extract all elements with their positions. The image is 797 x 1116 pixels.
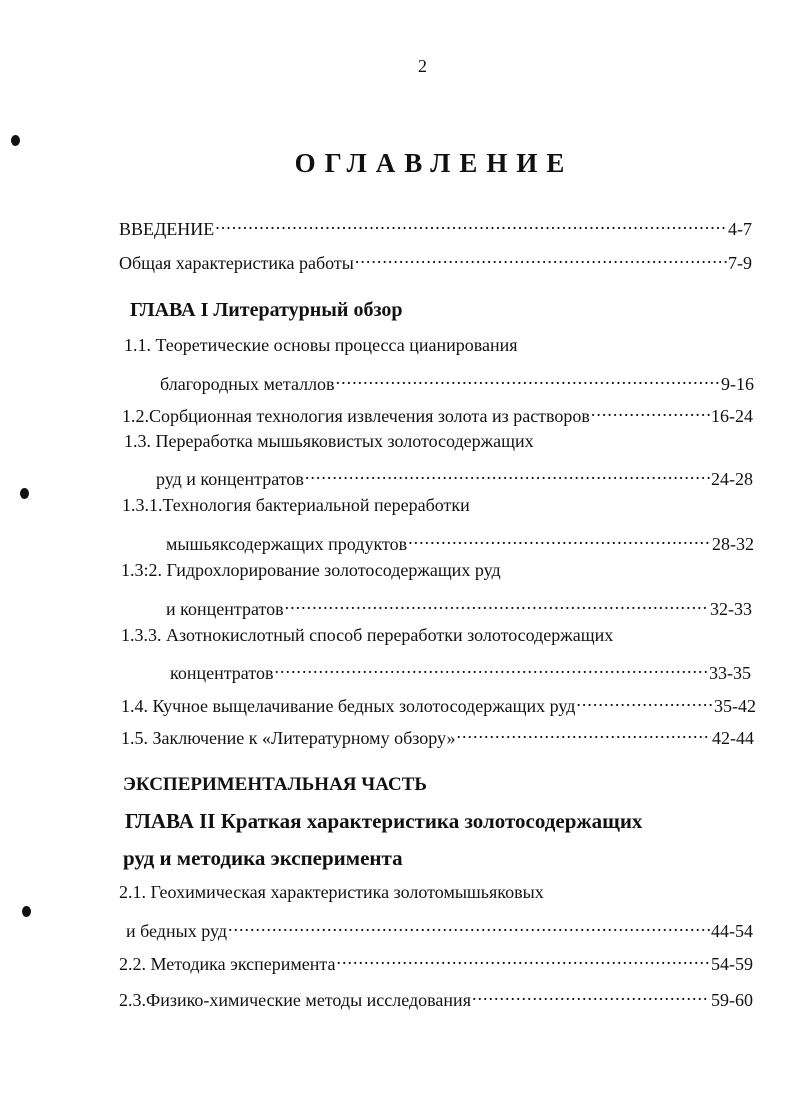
toc-entry-1-1[interactable] (160, 366, 754, 394)
page-number: 2 (418, 56, 427, 76)
chapter-2-heading-line2: руд и методика эксперимента (123, 846, 403, 870)
leader-dots (472, 982, 710, 1006)
scan-speck (22, 906, 31, 917)
toc-entry-1-3-3-line1: 1.3.3. Азотнокислотный способ переработки золотосодержащих (121, 625, 614, 645)
toc-entry-text: Общая характеристика работы (119, 253, 354, 273)
chapter-2-heading-line1: ГЛАВА II Краткая характеристика золотосодержащих (125, 809, 643, 833)
toc-entry-1-5[interactable] (121, 720, 754, 748)
toc-entry-pages: 24-28 (711, 469, 753, 489)
toc-entry-text: концентратов (170, 663, 274, 683)
toc-entry-pages: 4-7 (728, 219, 752, 239)
toc-entry-text: 1.2.Сорбционная технология извлечения золота из растворов (122, 406, 590, 426)
chapter-1-heading: ГЛАВА I Литературный обзор (130, 299, 403, 321)
toc-entry-pages: 7-9 (728, 253, 752, 273)
leader-dots (408, 526, 711, 550)
toc-entry-pages: 59-60 (711, 990, 753, 1010)
toc-entry-pages: 42-44 (712, 728, 754, 748)
toc-entry-pages: 44-54 (711, 921, 753, 941)
toc-entry-text: и концентратов (166, 599, 284, 619)
toc-entry-text: 2.2. Методика эксперимента (119, 954, 336, 974)
toc-entry-2-2[interactable] (119, 946, 753, 974)
leader-dots (274, 655, 708, 679)
toc-entry-pages: 35-42 (714, 696, 756, 716)
toc-entry-text: благородных металлов (160, 374, 335, 394)
scan-speck (20, 488, 29, 499)
toc-entry-1-3-1[interactable] (166, 526, 754, 554)
toc-entry-pages: 32-33 (710, 599, 752, 619)
leader-dots (336, 366, 720, 390)
leader-dots (456, 720, 711, 744)
toc-entry-text: руд и концентратов (156, 469, 304, 489)
leader-dots (228, 913, 710, 937)
toc-entry-1-3-3[interactable] (170, 655, 751, 683)
toc-entry-text: мышьяксодержащих продуктов (166, 534, 408, 554)
toc-entry-pages: 28-32 (712, 534, 754, 554)
toc-entry-2-1-line1: 2.1. Геохимическая характеристика золотомышьяковых (119, 882, 544, 902)
toc-entry-text: ВВЕДЕНИЕ (119, 219, 215, 239)
toc-entry-1-3-line1: 1.3. Переработка мышьяковистых золотосодержащих (124, 431, 534, 451)
toc-entry-2-3[interactable] (119, 982, 753, 1010)
leader-dots (355, 245, 727, 269)
leader-dots (576, 688, 713, 712)
toc-entry-1-3-2-line1: 1.3:2. Гидрохлорирование золотосодержащих руд (121, 560, 501, 580)
leader-dots (285, 591, 709, 615)
leader-dots (591, 398, 710, 422)
toc-entry-pages: 9-16 (721, 374, 754, 394)
leader-dots (215, 211, 727, 235)
leader-dots (305, 461, 710, 485)
experimental-heading: ЭКСПЕРИМЕНТАЛЬНАЯ ЧАСТЬ (123, 774, 427, 795)
toc-entry-1-1-line1: 1.1. Теоретические основы процесса цианирования (124, 335, 518, 355)
toc-entry-1-2[interactable] (122, 398, 753, 426)
toc-entry-1-4[interactable] (121, 688, 756, 716)
toc-entry-text: 1.5. Заключение к «Литературному обзору» (121, 728, 456, 748)
toc-entry-pages: 33-35 (709, 663, 751, 683)
toc-title: ОГЛАВЛЕНИЕ (294, 148, 574, 178)
toc-entry-text: и бедных руд (126, 921, 227, 941)
toc-entry-1-3[interactable] (156, 461, 753, 489)
toc-entry-1-3-1-line1: 1.3.1.Технология бактериальной переработки (122, 495, 470, 515)
toc-entry-1-3-2[interactable] (166, 591, 752, 619)
scan-speck (11, 135, 20, 146)
toc-entry-general-characteristics[interactable] (119, 245, 752, 273)
toc-entry-text: 2.3.Физико-химические методы исследования (119, 990, 471, 1010)
toc-entry-pages: 54-59 (711, 954, 753, 974)
toc-entry-text: 1.4. Кучное выщелачивание бедных золотосодержащих руд (121, 696, 576, 716)
toc-entry-pages: 16-24 (711, 406, 753, 426)
toc-entry-introduction[interactable] (119, 211, 752, 239)
toc-entry-2-1[interactable] (126, 913, 753, 941)
leader-dots (336, 946, 710, 970)
